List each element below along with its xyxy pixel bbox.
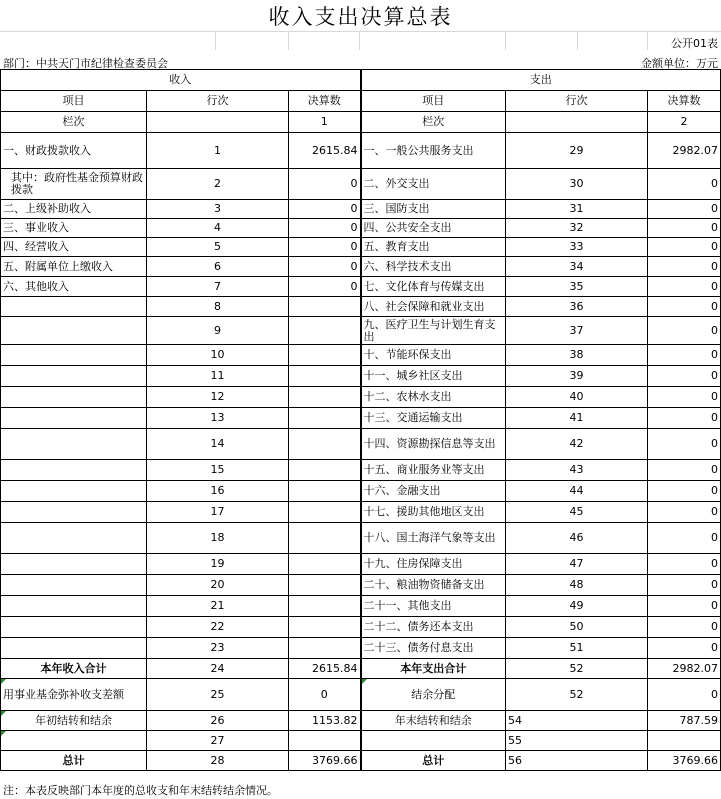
expense-total-line: 52 (506, 659, 648, 679)
table-row (1, 317, 721, 345)
income-line: 12 (147, 387, 289, 408)
income-amount (289, 297, 361, 317)
expense-line: 46 (506, 523, 648, 554)
income-amount (289, 523, 361, 554)
expense-line: 41 (506, 408, 648, 429)
expense-amount: 0 (648, 575, 721, 596)
expense-line: 47 (506, 554, 648, 575)
income-line: 3 (147, 200, 289, 219)
income-item (1, 554, 147, 575)
income-amount (289, 596, 361, 617)
expense-item: 十九、住房保障支出 (361, 554, 506, 575)
expense-line: 31 (506, 200, 648, 219)
income-item (1, 617, 147, 638)
expense-total-amount: 2982.07 (648, 659, 721, 679)
expense-line: 30 (506, 169, 648, 200)
income-total-item (1, 731, 147, 751)
expense-amount: 0 (648, 460, 721, 481)
income-total-amount: 0 (289, 679, 361, 711)
page-title: 收入支出决算总表 (268, 5, 453, 29)
expense-total-amount: 787.59 (648, 711, 721, 731)
income-line: 11 (147, 366, 289, 387)
income-line: 17 (147, 502, 289, 523)
income-amount: 0 (289, 219, 361, 238)
expense-amount: 0 (648, 596, 721, 617)
expense-item: 十七、援助其他地区支出 (361, 502, 506, 523)
table-row (1, 169, 721, 200)
table-row (1, 219, 721, 238)
expense-line: 39 (506, 366, 648, 387)
expense-amount: 0 (648, 200, 721, 219)
expense-line: 44 (506, 481, 648, 502)
header-amount-expense: 决算数 (648, 91, 721, 112)
expense-amount: 0 (648, 523, 721, 554)
expense-item: 六、科学技术支出 (361, 257, 506, 277)
income-line: 13 (147, 408, 289, 429)
table-row (1, 297, 721, 317)
expense-amount: 0 (648, 387, 721, 408)
total-row (1, 711, 721, 731)
income-amount (289, 429, 361, 460)
col-index-label-expense: 栏次 (361, 112, 506, 133)
unit-label: 金额单位：万元 (641, 57, 718, 70)
income-item: 一、财政拨款收入 (1, 133, 147, 169)
table-row (1, 554, 721, 575)
expense-line: 35 (506, 277, 648, 297)
income-item (1, 575, 147, 596)
income-line: 23 (147, 638, 289, 659)
expense-item: 二、外交支出 (361, 169, 506, 200)
expense-item: 十一、城乡社区支出 (361, 366, 506, 387)
income-total-line: 27 (147, 731, 289, 751)
income-amount (289, 502, 361, 523)
income-line: 8 (147, 297, 289, 317)
income-line: 9 (147, 317, 289, 345)
income-total-item: 本年收入合计 (1, 659, 147, 679)
income-amount (289, 460, 361, 481)
table-row (1, 502, 721, 523)
expense-amount: 0 (648, 554, 721, 575)
total-row (1, 731, 721, 751)
income-line: 1 (147, 133, 289, 169)
expense-line: 32 (506, 219, 648, 238)
expense-item: 一、一般公共服务支出 (361, 133, 506, 169)
income-amount (289, 366, 361, 387)
expense-amount: 0 (648, 257, 721, 277)
expense-line: 45 (506, 502, 648, 523)
table-row (1, 617, 721, 638)
expense-total-item (361, 731, 506, 751)
income-amount: 0 (289, 200, 361, 219)
expense-line: 40 (506, 387, 648, 408)
income-expense-table (0, 69, 721, 771)
income-item: 四、经营收入 (1, 238, 147, 257)
table-row (1, 408, 721, 429)
income-line: 20 (147, 575, 289, 596)
expense-line: 51 (506, 638, 648, 659)
income-line: 18 (147, 523, 289, 554)
expense-total-item: 年末结转和结余 (361, 711, 506, 731)
income-line: 15 (147, 460, 289, 481)
income-item (1, 502, 147, 523)
income-total-line: 24 (147, 659, 289, 679)
expense-total-amount: 3769.66 (648, 751, 721, 771)
expense-item: 七、文化体育与传媒支出 (361, 277, 506, 297)
table-row (1, 277, 721, 297)
expense-amount: 0 (648, 481, 721, 502)
expense-total-item: 本年支出合计 (361, 659, 506, 679)
section-income: 收入 (1, 70, 361, 91)
income-item (1, 366, 147, 387)
table-row (1, 257, 721, 277)
expense-amount: 0 (648, 238, 721, 257)
income-amount (289, 575, 361, 596)
income-item (1, 460, 147, 481)
income-line: 19 (147, 554, 289, 575)
expense-amount: 0 (648, 169, 721, 200)
income-total-item: 用事业基金弥补收支差额 (1, 679, 147, 711)
spreadsheet-gridlines (0, 31, 721, 50)
header-item-expense: 项目 (361, 91, 506, 112)
income-item: 三、事业收入 (1, 219, 147, 238)
income-item: 六、其他收入 (1, 277, 147, 297)
expense-amount: 0 (648, 277, 721, 297)
expense-item: 十二、农林水支出 (361, 387, 506, 408)
expense-item: 八、社会保障和就业支出 (361, 297, 506, 317)
total-row (1, 751, 721, 771)
income-total-amount: 2615.84 (289, 659, 361, 679)
expense-item: 十六、金融支出 (361, 481, 506, 502)
expense-total-line: 55 (506, 731, 648, 751)
table-row (1, 387, 721, 408)
expense-amount: 0 (648, 219, 721, 238)
expense-line: 37 (506, 317, 648, 345)
expense-line: 49 (506, 596, 648, 617)
income-amount (289, 617, 361, 638)
income-item: 其中：政府性基金预算财政拨款 (1, 169, 147, 200)
income-amount (289, 317, 361, 345)
income-line: 10 (147, 345, 289, 366)
expense-line: 43 (506, 460, 648, 481)
income-amount (289, 387, 361, 408)
income-total-line: 26 (147, 711, 289, 731)
income-amount: 2615.84 (289, 133, 361, 169)
income-amount (289, 481, 361, 502)
table-row (1, 366, 721, 387)
income-line: 7 (147, 277, 289, 297)
expense-line: 42 (506, 429, 648, 460)
expense-line: 33 (506, 238, 648, 257)
expense-amount: 0 (648, 429, 721, 460)
expense-item: 三、国防支出 (361, 200, 506, 219)
header-line-income: 行次 (147, 91, 289, 112)
income-total-line: 25 (147, 679, 289, 711)
income-line: 14 (147, 429, 289, 460)
table-row (1, 238, 721, 257)
department-label: 部门：中共天门市纪律检查委员会 (3, 57, 168, 70)
expense-amount: 0 (648, 617, 721, 638)
expense-item: 二十一、其他支出 (361, 596, 506, 617)
income-item (1, 429, 147, 460)
header-line-expense: 行次 (506, 91, 648, 112)
income-amount: 0 (289, 257, 361, 277)
table-row (1, 345, 721, 366)
income-total-amount (289, 731, 361, 751)
income-total-line: 28 (147, 751, 289, 771)
table-row (1, 596, 721, 617)
expense-total-line: 56 (506, 751, 648, 771)
income-total-amount: 3769.66 (289, 751, 361, 771)
table-row (1, 575, 721, 596)
table-row (1, 523, 721, 554)
expense-total-item: 结余分配 (361, 679, 506, 711)
expense-line: 34 (506, 257, 648, 277)
income-item (1, 638, 147, 659)
expense-item: 二十三、债务付息支出 (361, 638, 506, 659)
expense-item: 十、节能环保支出 (361, 345, 506, 366)
income-total-amount: 1153.82 (289, 711, 361, 731)
income-line: 22 (147, 617, 289, 638)
table-row (1, 133, 721, 169)
expense-total-item: 总计 (361, 751, 506, 771)
table-row (1, 460, 721, 481)
income-amount: 0 (289, 238, 361, 257)
table-row (1, 200, 721, 219)
income-item (1, 523, 147, 554)
expense-amount: 0 (648, 297, 721, 317)
income-amount: 0 (289, 277, 361, 297)
expense-item: 二十二、债务还本支出 (361, 617, 506, 638)
total-row (1, 659, 721, 679)
income-item: 五、附属单位上缴收入 (1, 257, 147, 277)
col-index-label-income: 栏次 (1, 112, 147, 133)
income-total-item: 总计 (1, 751, 147, 771)
expense-item: 十四、资源勘探信息等支出 (361, 429, 506, 460)
expense-item: 四、公共安全支出 (361, 219, 506, 238)
income-amount (289, 638, 361, 659)
expense-amount: 2982.07 (648, 133, 721, 169)
table-row (1, 481, 721, 502)
income-line: 6 (147, 257, 289, 277)
expense-item: 九、医疗卫生与计划生育支出 (361, 317, 506, 345)
expense-line: 50 (506, 617, 648, 638)
col-index-income: 1 (289, 112, 361, 133)
form-number: 公开01表 (671, 37, 718, 50)
expense-item: 十三、交通运输支出 (361, 408, 506, 429)
income-item (1, 317, 147, 345)
table-row (1, 638, 721, 659)
income-item (1, 345, 147, 366)
income-line: 16 (147, 481, 289, 502)
header-amount-income: 决算数 (289, 91, 361, 112)
income-amount (289, 408, 361, 429)
income-amount (289, 345, 361, 366)
income-total-item: 年初结转和结余 (1, 711, 147, 731)
expense-item: 十五、商业服务业等支出 (361, 460, 506, 481)
income-line: 5 (147, 238, 289, 257)
table-row (1, 429, 721, 460)
section-header-row (1, 70, 721, 91)
income-amount (289, 554, 361, 575)
expense-amount: 0 (648, 366, 721, 387)
expense-line: 48 (506, 575, 648, 596)
expense-amount: 0 (648, 638, 721, 659)
income-line: 21 (147, 596, 289, 617)
expense-total-line: 52 (506, 679, 648, 711)
expense-item: 二十、粮油物资储备支出 (361, 575, 506, 596)
footnote: 注：本表反映部门本年度的总收支和年末结转结余情况。 (3, 784, 278, 797)
expense-item: 五、教育支出 (361, 238, 506, 257)
income-item (1, 481, 147, 502)
col-index-expense: 2 (648, 112, 721, 133)
expense-line: 29 (506, 133, 648, 169)
expense-item: 十八、国土海洋气象等支出 (361, 523, 506, 554)
column-header-row (1, 91, 721, 112)
expense-line: 36 (506, 297, 648, 317)
expense-total-amount: 0 (648, 679, 721, 711)
income-item (1, 408, 147, 429)
expense-amount: 0 (648, 502, 721, 523)
expense-amount: 0 (648, 345, 721, 366)
expense-amount: 0 (648, 317, 721, 345)
column-index-row (1, 112, 721, 133)
header-item-income: 项目 (1, 91, 147, 112)
income-item: 二、上级补助收入 (1, 200, 147, 219)
total-row (1, 679, 721, 711)
expense-total-line: 54 (506, 711, 648, 731)
income-amount: 0 (289, 169, 361, 200)
income-line: 4 (147, 219, 289, 238)
income-item (1, 596, 147, 617)
income-line: 2 (147, 169, 289, 200)
section-expense: 支出 (361, 70, 721, 91)
income-item (1, 387, 147, 408)
expense-amount: 0 (648, 408, 721, 429)
expense-line: 38 (506, 345, 648, 366)
expense-total-amount (648, 731, 721, 751)
income-item (1, 297, 147, 317)
